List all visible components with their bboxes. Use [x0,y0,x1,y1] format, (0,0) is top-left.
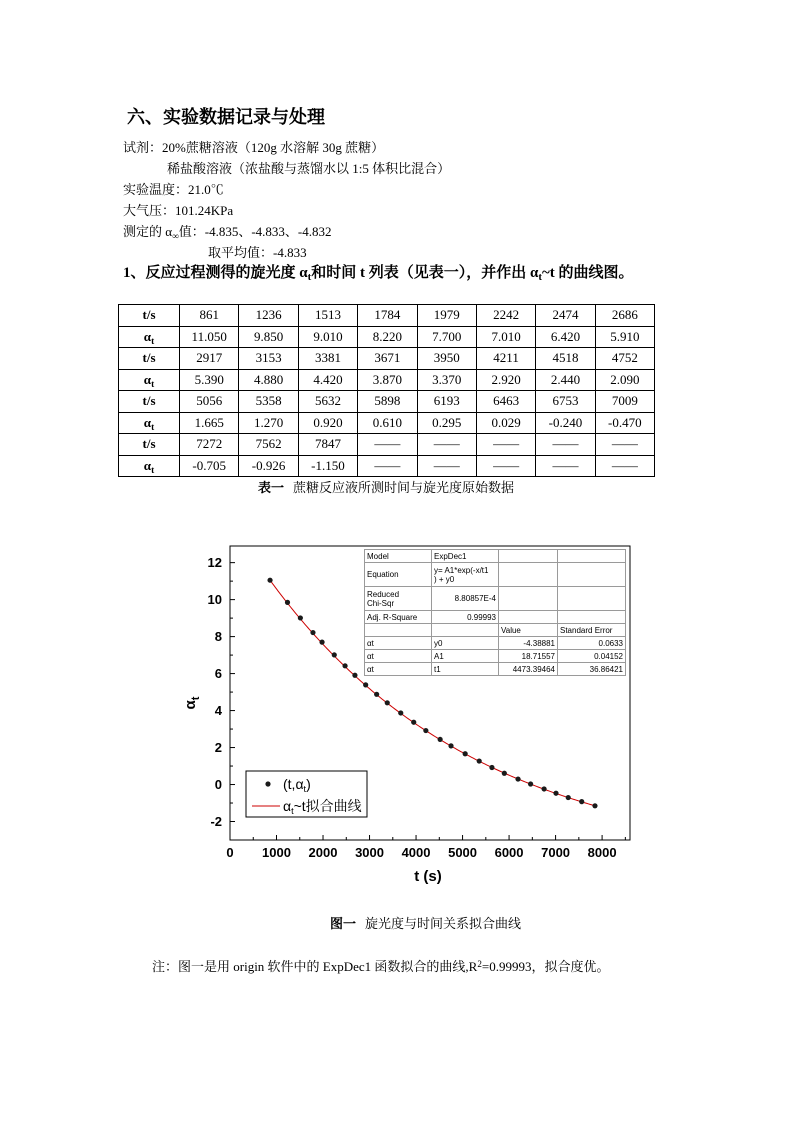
x-tick-label: 7000 [541,845,571,860]
data-point [553,791,558,796]
data-point [528,781,533,786]
time-row [119,348,655,370]
fit-results-table [364,549,626,676]
y-axis-title-symbol: α [182,700,199,710]
y-tick-label: 6 [214,666,222,682]
note-before: 注：图一是用 origin 软件中的 ExpDec1 函数拟合的曲线,R [152,959,478,974]
alpha-symbol: α [299,265,308,281]
data-point [285,600,290,605]
table-cell: —— [536,455,595,477]
data-point [489,765,494,770]
data-point [502,771,507,776]
table-cell: 5.390 [180,369,239,391]
legend-text-symbol: α [295,776,304,792]
fit-table-cell: y0 [432,637,499,650]
table-cell: 4518 [536,348,595,370]
table-cell: —— [476,434,535,456]
table-cell: 0.029 [476,412,535,434]
alpha-row [119,455,655,477]
data-point [385,700,390,705]
table-cell: -0.470 [595,412,654,434]
fit-table-cell: Reduced Chi-Sqr [365,587,432,611]
table-cell: -0.926 [239,455,298,477]
fit-table-cell [365,624,432,637]
data-point [352,673,357,678]
legend-text-pre: (t, [283,776,296,792]
table-caption-text: 蔗糖反应液所测时间与旋光度原始数据 [293,480,515,495]
row-header-label: α [143,414,152,430]
x-tick-label: 2000 [308,845,338,860]
table-cell: 2474 [536,305,595,327]
table-cell: 7562 [239,434,298,456]
data-point [332,652,337,657]
infinity-subscript: ∞ [172,231,179,242]
y-axis-title-subscript: t [190,696,202,701]
x-tick-label: 6000 [494,845,524,860]
row-header-label: t/s [142,350,156,366]
x-tick-label: 4000 [401,845,431,860]
data-point [342,663,347,668]
reagent-line-2: 稀盐酸溶液（浓盐酸与蒸馏水以 1:5 体积比混合） [167,161,451,176]
data-point [310,630,315,635]
data-point [579,799,584,804]
data-point [267,578,272,583]
fit-table-cell [499,611,558,624]
alpha-inf-prefix: 测定的 [123,224,166,239]
fit-table-row [365,550,626,563]
time-row [119,391,655,413]
fit-table-cell [499,550,558,563]
alpha-row [119,412,655,434]
alpha-symbol: α [530,265,539,281]
alpha-symbol: α [165,224,173,239]
table-cell: 9.010 [298,326,357,348]
table-cell: 3153 [239,348,298,370]
fit-table-cell: 18.71557 [499,650,558,663]
table-cell: 1979 [417,305,476,327]
legend-text-post: ~t拟合曲线 [293,798,362,814]
table-cell: 1784 [358,305,417,327]
table-cell: 0.920 [298,412,357,434]
item1-part1: 1、反应过程测得的旋光度 [123,265,300,281]
time-row [119,305,655,327]
table-caption-label: 表一 [258,480,285,495]
x-tick-label: 8000 [587,845,617,860]
table-cell: 3671 [358,348,417,370]
fit-table-cell [558,563,626,587]
table-cell: 1513 [298,305,357,327]
table-cell: -0.705 [180,455,239,477]
t-subscript: t [307,271,312,284]
figure-caption-text: 旋光度与时间关系拟合曲线 [365,916,522,931]
fit-table-cell: Value [499,624,558,637]
y-tick-label: 0 [214,777,222,793]
fit-table-cell: Model [365,550,432,563]
table-cell: —— [476,455,535,477]
legend-label-fit [283,798,362,816]
fit-table-cell [432,624,499,637]
row-header-label: α [143,457,152,473]
legend [246,771,367,817]
row-header-label: t/s [142,436,156,452]
table-cell: 6463 [476,391,535,413]
item-1-heading [123,264,634,282]
figure-caption [330,916,521,932]
table-cell: 11.050 [180,326,239,348]
fit-table-cell: t1 [432,663,499,676]
data-point [374,692,379,697]
table-cell: 5358 [239,391,298,413]
table-cell: —— [536,434,595,456]
fit-table-cell: αt [365,663,432,676]
table-cell: 2917 [180,348,239,370]
table-cell: 6193 [417,391,476,413]
table-cell: 2.440 [536,369,595,391]
fit-table-cell: Adj. R-Square [365,611,432,624]
fit-table-cell [558,587,626,611]
figure-caption-label: 图一 [330,916,357,931]
table-cell: 7009 [595,391,654,413]
row-header-alpha [119,412,180,434]
table-cell: 7847 [298,434,357,456]
data-point [448,743,453,748]
fit-table-row [365,663,626,676]
table-cell: 6753 [536,391,595,413]
table-caption [258,480,514,496]
fit-table-cell: A1 [432,650,499,663]
data-point [398,710,403,715]
y-axis-title [182,696,202,709]
fit-table-cell: αt [365,650,432,663]
table-cell: 3.870 [358,369,417,391]
table-cell: 2242 [476,305,535,327]
item1-part3: ~t 的曲线图。 [541,265,634,281]
table-cell: —— [358,434,417,456]
table-cell: 6.420 [536,326,595,348]
legend-text-subscript: t [303,784,307,794]
alpha-infinity-line [123,224,332,240]
temperature-line: 实验温度：21.0℃ [123,182,224,197]
y-tick-label: -2 [210,814,222,830]
fit-table-row [365,650,626,663]
fit-table-cell: y= A1*exp(-x/t1 ) + y0 [432,563,499,587]
x-axis-title: t (s) [414,868,442,885]
y-tick-label: 4 [214,703,222,719]
data-point [463,751,468,756]
data-point [319,640,324,645]
row-header-alpha [119,369,180,391]
row-header-time [119,391,180,413]
item1-part2: 和时间 t 列表（见表一），并作出 [311,265,530,281]
table-cell: 7.700 [417,326,476,348]
row-header-subscript: t [151,336,155,347]
row-header-time [119,305,180,327]
table-cell: 5.910 [595,326,654,348]
table-cell: —— [417,434,476,456]
table-cell: 8.220 [358,326,417,348]
raw-data-table [118,304,655,477]
row-header-subscript: t [151,465,155,476]
table-cell: 7272 [180,434,239,456]
time-row [119,434,655,456]
alpha-row [119,369,655,391]
table-cell: 2686 [595,305,654,327]
data-point [515,776,520,781]
table-cell: -0.240 [536,412,595,434]
table-cell: 861 [180,305,239,327]
table-cell: 4211 [476,348,535,370]
table-cell: 3381 [298,348,357,370]
y-tick-label: 8 [214,629,222,645]
table-cell: 5632 [298,391,357,413]
row-header-label: t/s [142,393,156,409]
note-line [152,959,609,975]
fit-table-row [365,587,626,611]
fit-table-cell [499,563,558,587]
table-cell: 2.920 [476,369,535,391]
table-cell: 4.880 [239,369,298,391]
note-after: =0.99993，拟合度优。 [481,959,610,974]
reagent-line-1: 试剂：20%蔗糖溶液（120g 水溶解 30g 蔗糖） [123,140,385,155]
fit-table-cell [558,550,626,563]
fit-table-cell: Standard Error [558,624,626,637]
row-header-subscript: t [151,379,155,390]
row-header-label: t/s [142,307,156,323]
fit-table-cell: 0.04152 [558,650,626,663]
legend-label-points [283,776,311,794]
fit-table-cell: ExpDec1 [432,550,499,563]
table-cell: —— [595,455,654,477]
table-cell: —— [595,434,654,456]
legend-text-post: ) [306,776,311,792]
row-header-subscript: t [151,422,155,433]
table-cell: 1236 [239,305,298,327]
data-point [592,803,597,808]
note-superscript: 2 [477,958,482,969]
data-point [477,758,482,763]
row-header-alpha [119,326,180,348]
fit-table-row [365,624,626,637]
y-tick-label: 10 [207,592,222,608]
legend-text-subscript: t [291,806,294,816]
fit-table-cell: 0.0633 [558,637,626,650]
fit-table-cell: 36.86421 [558,663,626,676]
row-header-label: α [143,371,152,387]
data-point [298,615,303,620]
legend-marker-points [265,781,270,786]
t-subscript: t [538,271,542,284]
fit-table-cell: Equation [365,563,432,587]
x-tick-label: 3000 [355,845,384,860]
table-cell: —— [417,455,476,477]
fit-table-row [365,637,626,650]
table-cell: -1.150 [298,455,357,477]
row-header-time [119,434,180,456]
table-cell: 3.370 [417,369,476,391]
table-cell: 3950 [417,348,476,370]
fit-table-cell: αt [365,637,432,650]
alpha-row [119,326,655,348]
fit-table-cell: 4473.39464 [499,663,558,676]
row-header-alpha [119,455,180,477]
table-cell: 0.295 [417,412,476,434]
table-cell: 1.665 [180,412,239,434]
data-point [541,786,546,791]
fit-table-cell: 0.99993 [432,611,499,624]
fit-table-row [365,611,626,624]
table-cell: 5056 [180,391,239,413]
table-cell: 1.270 [239,412,298,434]
section-title: 六、实验数据记录与处理 [127,107,325,127]
alpha-inf-values: 值：-4.835、-4.833、-4.832 [178,224,332,239]
table-cell: 0.610 [358,412,417,434]
x-tick-label: 5000 [448,845,478,860]
table-cell: 4.420 [298,369,357,391]
fit-chart [170,540,640,890]
fit-table-cell [558,611,626,624]
data-point [566,795,571,800]
average-line: 取平均值：-4.833 [208,245,307,260]
table-cell: 4752 [595,348,654,370]
fit-table-cell: 8.80857E-4 [432,587,499,611]
data-point [423,728,428,733]
fit-table-cell: -4.38881 [499,637,558,650]
table-cell: 2.090 [595,369,654,391]
data-point [438,737,443,742]
row-header-time [119,348,180,370]
fit-table-row [365,563,626,587]
table-cell: 9.850 [239,326,298,348]
x-tick-label: 0 [226,845,234,860]
fit-table-cell [499,587,558,611]
row-header-label: α [143,328,152,344]
legend-text-symbol: α [283,798,292,814]
data-point [411,720,416,725]
data-point [363,682,368,687]
table-cell: 7.010 [476,326,535,348]
table-cell: 5898 [358,391,417,413]
x-tick-label: 1000 [262,845,291,860]
pressure-line: 大气压：101.24KPa [123,203,234,218]
y-tick-label: 12 [207,555,222,571]
y-tick-label: 2 [214,740,222,756]
table-cell: —— [358,455,417,477]
